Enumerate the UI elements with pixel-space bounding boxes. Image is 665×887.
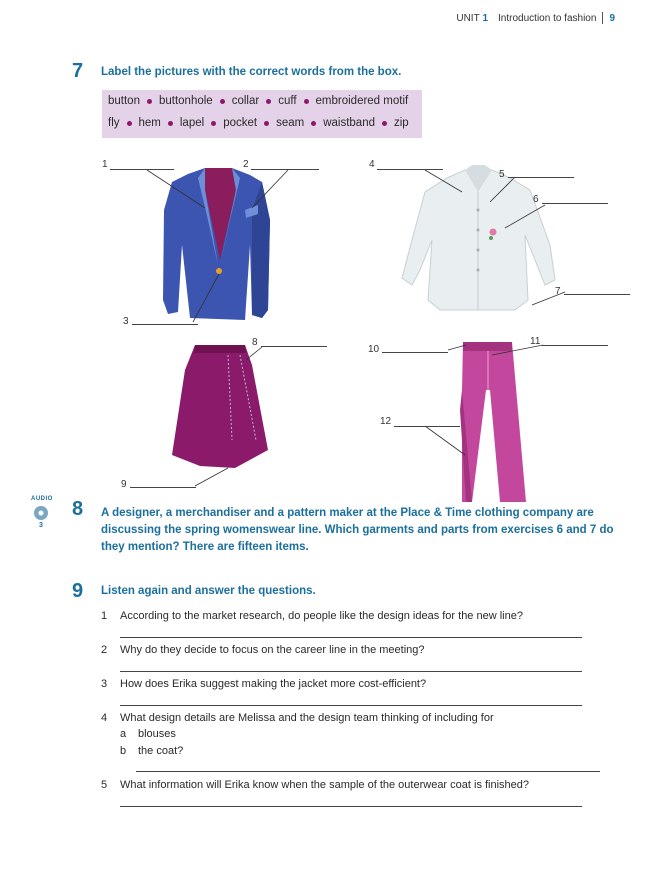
- question-1-text: According to the market research, do people like the design ideas for the new line?: [120, 610, 523, 622]
- question-3-text: How does Erika suggest making the jacket more cost-efficient?: [120, 678, 427, 690]
- question-4-sub-b-text: the coat?: [138, 745, 184, 757]
- header-divider: [602, 12, 603, 24]
- answer-blank-4[interactable]: [377, 169, 443, 170]
- label-6: 6: [533, 194, 539, 205]
- trousers-illustration: [460, 342, 526, 502]
- label-9: 9: [121, 479, 127, 490]
- exercise-9-number: 9: [72, 580, 84, 602]
- answer-line-4[interactable]: [136, 771, 600, 772]
- question-number: 4: [101, 712, 108, 724]
- word: seam: [276, 117, 305, 129]
- word: cuff: [278, 95, 297, 107]
- label-7: 7: [555, 286, 561, 297]
- exercise-7-number: 7: [72, 60, 84, 82]
- answer-line-2[interactable]: [120, 671, 582, 672]
- label-11: 11: [530, 336, 541, 347]
- answer-line-3[interactable]: [120, 705, 582, 706]
- question-number: 5: [101, 779, 108, 791]
- word: fly: [108, 117, 120, 129]
- answer-blank-10[interactable]: [382, 352, 448, 353]
- exercise-8-number: 8: [72, 498, 84, 520]
- answer-blank-9[interactable]: [130, 487, 196, 488]
- label-5: 5: [499, 169, 505, 180]
- question-5-text: What information will Erika know when the sample of the outerwear coat is finished?: [120, 779, 530, 791]
- label-8: 8: [252, 337, 258, 348]
- question-4-sub-b-letter: b: [120, 745, 127, 757]
- word: buttonhole: [158, 95, 213, 107]
- label-10: 10: [368, 344, 380, 355]
- answer-line-5[interactable]: [120, 806, 582, 807]
- blouse-illustration: [402, 165, 555, 310]
- word-row-2: [108, 117, 409, 129]
- exercise-8-line-1: A designer, a merchandiser and a pattern maker at the Place & Time clothing company are: [101, 507, 594, 519]
- unit-label: UNIT: [456, 12, 480, 24]
- word: collar: [231, 95, 260, 107]
- audio-track-number: 3: [39, 522, 43, 529]
- question-number: 2: [101, 644, 108, 656]
- answer-blank-2[interactable]: [251, 169, 319, 170]
- answer-line-1[interactable]: [120, 637, 582, 638]
- word: waistband: [323, 117, 375, 129]
- answer-blank-1[interactable]: [110, 169, 174, 170]
- question-4-text: What design details are Melissa and the design team thinking of including for: [120, 712, 494, 724]
- unit-number: 1: [482, 12, 489, 24]
- word: lapel: [179, 117, 205, 129]
- answer-blank-6[interactable]: [542, 203, 608, 204]
- question-number: 1: [101, 610, 108, 622]
- exercise-9-instruction: Listen again and answer the questions.: [101, 585, 316, 597]
- label-12: 12: [380, 416, 392, 427]
- page-number: 9: [609, 12, 615, 24]
- unit-title: Introduction to fashion: [498, 12, 597, 24]
- exercise-8-line-3: they mention? There are fifteen items.: [101, 541, 309, 553]
- answer-blank-5[interactable]: [508, 177, 574, 178]
- label-2: 2: [243, 159, 249, 170]
- answer-blank-3[interactable]: [132, 324, 198, 325]
- exercise-7-instruction: Label the pictures with the correct words from the box.: [101, 66, 402, 78]
- exercise-8-instruction: [101, 505, 614, 556]
- word: hem: [138, 117, 161, 129]
- answer-blank-7[interactable]: [564, 294, 630, 295]
- answer-blank-8[interactable]: [261, 346, 327, 347]
- audio-label: AUDIO: [31, 496, 53, 502]
- page-header: [456, 12, 615, 24]
- word: zip: [394, 117, 409, 129]
- answer-blank-12[interactable]: [394, 426, 460, 427]
- label-1: 1: [102, 159, 108, 170]
- word: button: [108, 95, 140, 107]
- word: embroidered motif: [315, 95, 409, 107]
- exercise-8-line-2: discussing the spring womenswear line. Which garments and parts from exercises 6 and 7 do: [101, 524, 614, 536]
- question-2-text: Why do they decide to focus on the career line in the meeting?: [120, 644, 425, 656]
- answer-blank-11[interactable]: [542, 345, 608, 346]
- label-4: 4: [369, 159, 375, 170]
- question-number: 3: [101, 678, 108, 690]
- word-box: [102, 90, 422, 138]
- word-row-1: [108, 95, 408, 107]
- question-4-sub-a-letter: a: [120, 728, 127, 740]
- word: pocket: [223, 117, 258, 129]
- skirt-illustration: [172, 345, 268, 468]
- question-4-sub-a-text: blouses: [138, 728, 176, 740]
- label-3: 3: [123, 316, 129, 327]
- cd-icon: [34, 506, 48, 520]
